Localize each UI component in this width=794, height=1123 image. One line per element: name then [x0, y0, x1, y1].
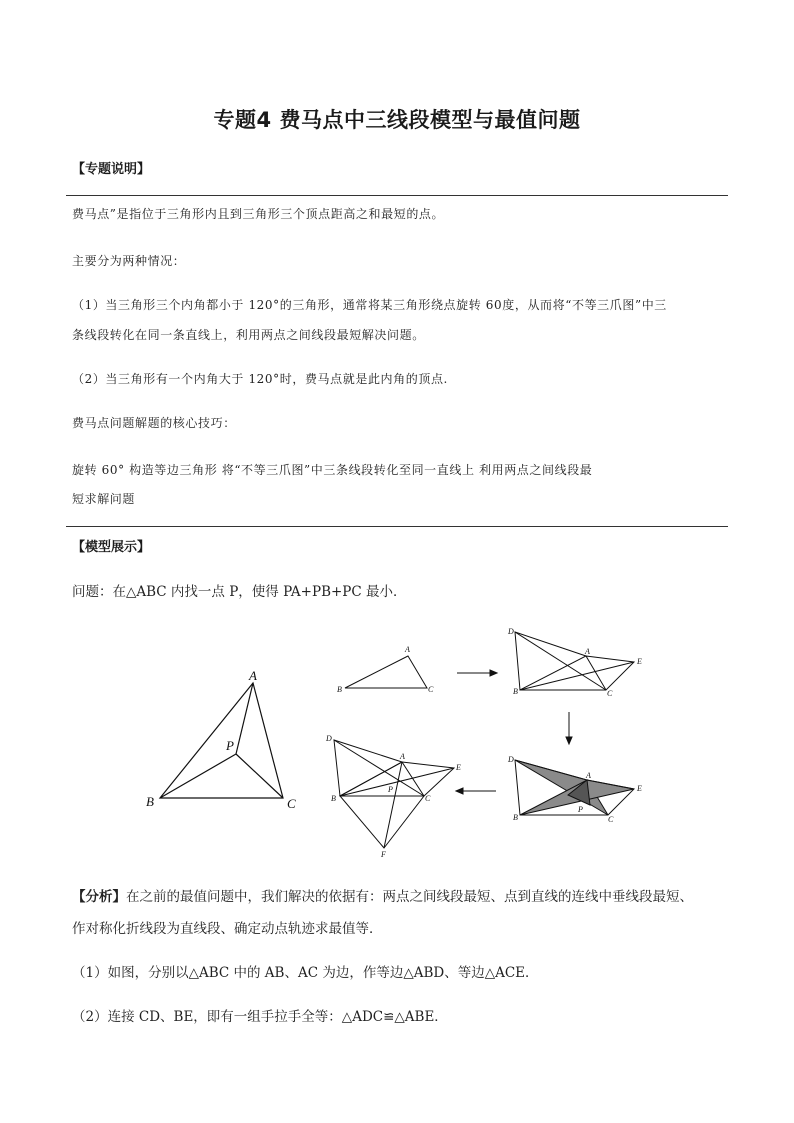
main-label-p: P — [226, 738, 234, 753]
s4-label-d: D — [326, 734, 332, 743]
s2-label-e: E — [637, 657, 642, 666]
case1-line1: （1）当三角形三个内角都小于 120°的三角形，通常将某三角形绕点旋转 60度，从而将“不等三爪图”中三 — [72, 298, 667, 312]
main-triangle-figure — [160, 683, 283, 798]
s4-label-c: C — [425, 794, 431, 803]
arrow-down — [566, 712, 572, 744]
s3-label-d: D — [508, 755, 514, 764]
core-intro: 费马点问题解题的核心技巧： — [72, 416, 236, 430]
step1-text: （1）如图，分别以△ABC 中的 AB、AC 为边，作等边△ABD、等边△ACE． — [72, 965, 539, 981]
s3-label-e: E — [637, 784, 642, 793]
s1-label-a: A — [405, 645, 410, 654]
s2-label-c: C — [607, 689, 613, 698]
case2-text: （2）当三角形有一个内角大于 120°时，费马点就是此内角的顶点. — [72, 372, 448, 386]
main-label-b: B — [146, 794, 154, 809]
s4-label-p: P — [388, 785, 393, 794]
analysis-text1: 在之前的最值问题中，我们解决的依据有：两点之间线段最短、点到直线的连线中垂线段最短、 — [126, 889, 693, 905]
analysis-label: 【分析】 — [72, 889, 126, 905]
step2-text: （2）连接 CD、BE，即有一组手拉手全等：△ADC≌△ABE． — [72, 1009, 448, 1025]
step4-figure — [334, 740, 454, 848]
core-line2: 短求解问题 — [72, 492, 136, 506]
main-label-c: C — [287, 796, 296, 811]
s4-label-e: E — [456, 763, 461, 772]
s3-label-a: A — [586, 771, 591, 780]
main-label-a: A — [249, 668, 257, 683]
cases-intro: 主要分为两种情况： — [72, 254, 186, 268]
analysis-line2: 作对称化折线段为直线段、确定动点轨迹求最值等． — [72, 921, 383, 937]
arrow-left — [456, 788, 496, 794]
s2-label-a: A — [585, 647, 590, 656]
arrow-right — [457, 670, 497, 676]
s2-label-d: D — [508, 627, 514, 636]
s3-label-b: B — [513, 813, 518, 822]
step3-figure — [515, 760, 634, 815]
step2-figure — [515, 632, 634, 690]
s1-label-c: C — [428, 685, 434, 694]
analysis-line1 — [72, 885, 693, 905]
question-text: 问题：在△ABC 内找一点 P，使得 PA+PB+PC 最小． — [72, 584, 407, 600]
s4-label-a: A — [400, 752, 405, 761]
s1-label-b: B — [337, 685, 342, 694]
s3-label-p: P — [578, 805, 583, 814]
s3-label-c: C — [608, 815, 614, 824]
s4-label-b: B — [331, 794, 336, 803]
case1-line2: 条线段转化在同一条直线上，利用两点之间线段最短解决问题。 — [72, 328, 425, 342]
definition-text: 费马点”是指位于三角形内且到三角形三个顶点距高之和最短的点。 — [72, 207, 445, 221]
page-title: 专题4 费马点中三线段模型与最值问题 — [213, 108, 581, 132]
step1-triangle — [345, 656, 427, 688]
core-line1: 旋转 60° 构造等边三角形 将“不等三爪图”中三条线段转化至同一直线上 利用两点之间线段最 — [72, 463, 593, 477]
section-heading-model: 【模型展示】 — [72, 540, 151, 555]
s2-label-b: B — [513, 687, 518, 696]
section-heading-topic: 【专题说明】 — [72, 162, 151, 177]
s4-label-f: F — [381, 850, 386, 859]
